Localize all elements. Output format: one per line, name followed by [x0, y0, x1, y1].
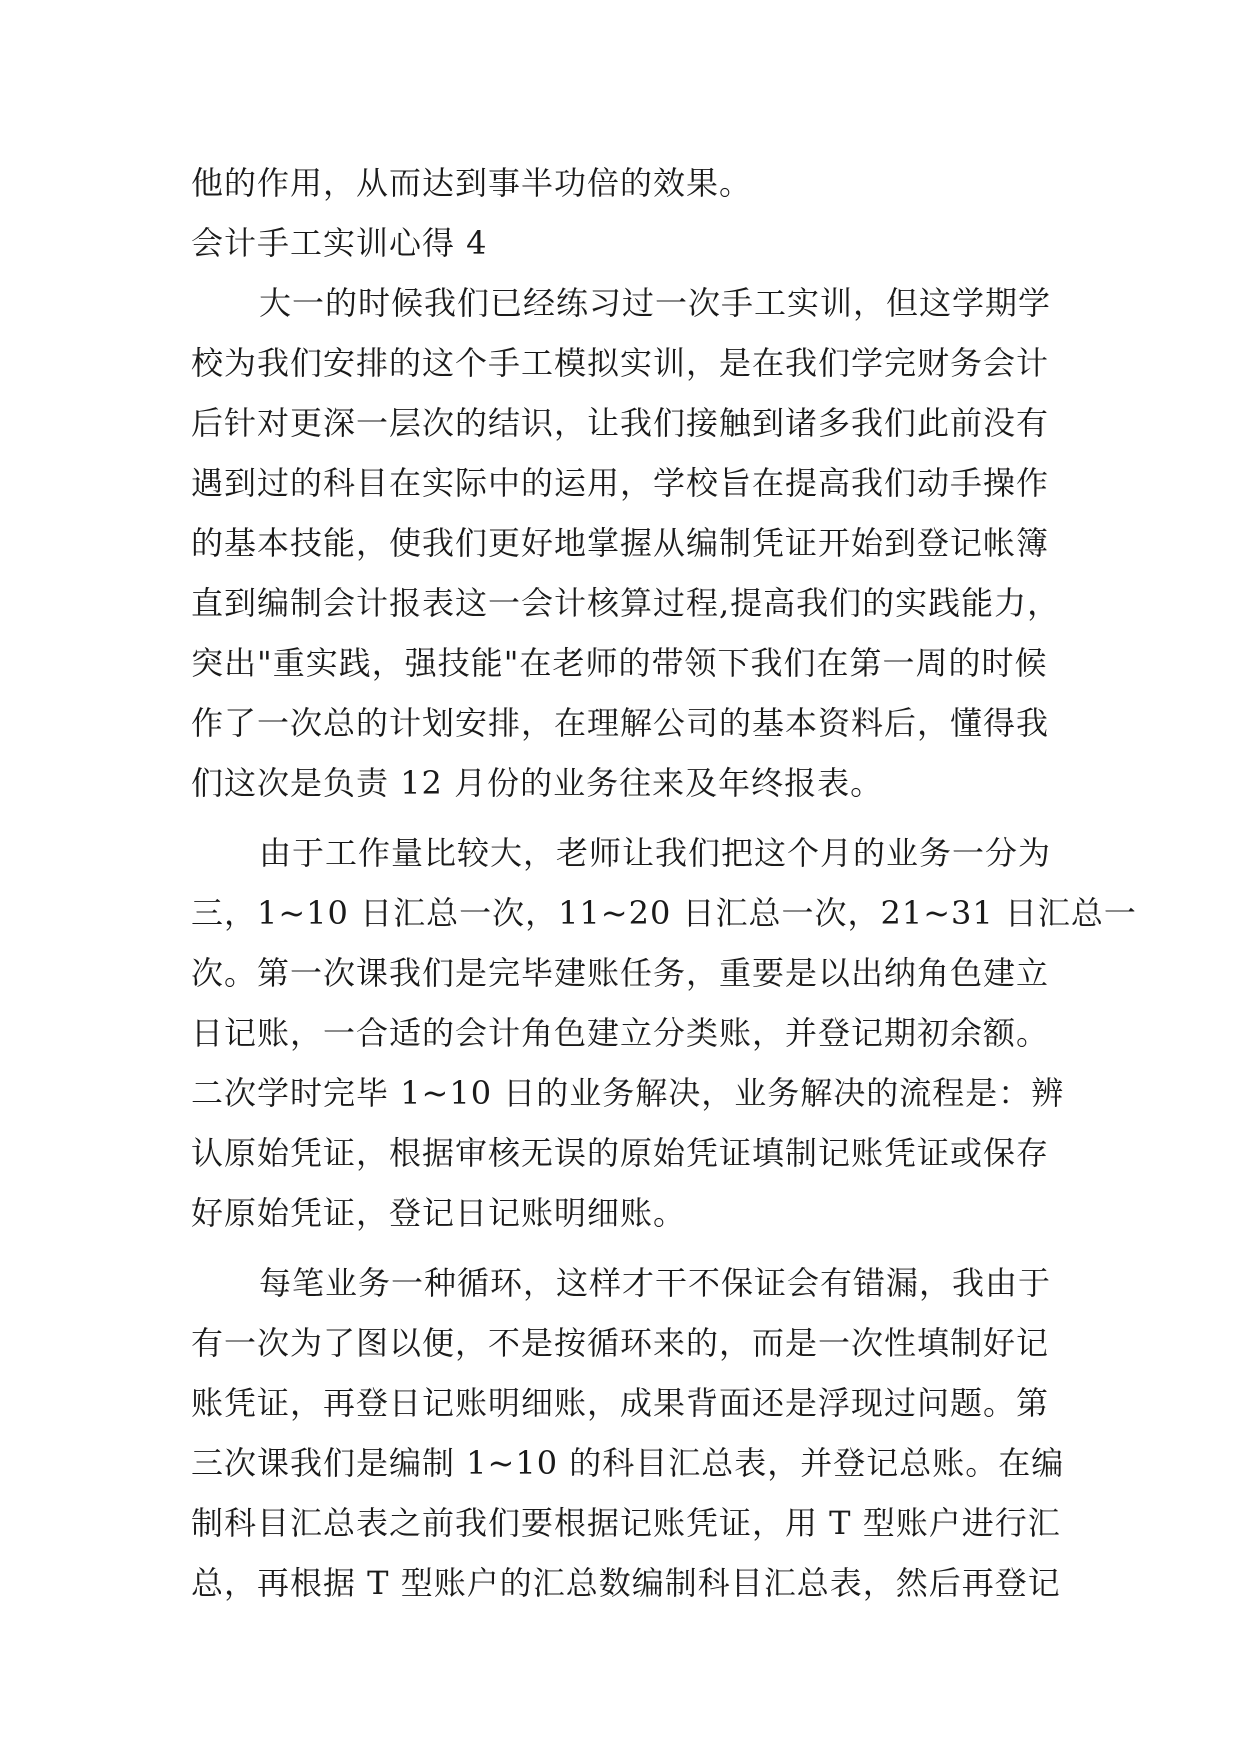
text-line: 总，再根据 T 型账户的汇总数编制科目汇总表，然后再登记: [191, 1564, 1061, 1602]
paragraph-first-line: 大一的时候我们已经练习过一次手工实训，但这学期学: [259, 284, 1052, 322]
text-line: 的基本技能，使我们更好地掌握从编制凭证开始到登记帐簿: [191, 524, 1050, 562]
text-line: 遇到过的科目在实际中的运用，学校旨在提高我们动手操作: [191, 464, 1050, 502]
text-line: 后针对更深一层次的结识，让我们接触到诸多我们此前没有: [191, 404, 1050, 442]
text-line: 日记账，一合适的会计角色建立分类账，并登记期初余额。: [191, 1014, 1050, 1052]
text-line: 他的作用，从而达到事半功倍的效果。: [191, 164, 753, 202]
text-line: 制科目汇总表之前我们要根据记账凭证，用 T 型账户进行汇: [191, 1504, 1061, 1542]
section-heading: 会计手工实训心得 4: [191, 224, 488, 262]
text-line: 三次课我们是编制 1~10 的科目汇总表，并登记总账。在编: [191, 1444, 1065, 1482]
text-line: 作了一次总的计划安排，在理解公司的基本资料后，懂得我: [191, 704, 1050, 742]
document-body: [191, 153, 1137, 1613]
text-line: 账凭证，再登日记账明细账，成果背面还是浮现过问题。第: [191, 1384, 1050, 1422]
text-line: 校为我们安排的这个手工模拟实训，是在我们学完财务会计: [191, 344, 1050, 382]
text-line: 认原始凭证，根据审核无误的原始凭证填制记账凭证或保存: [191, 1134, 1050, 1172]
text-line: 有一次为了图以便，不是按循环来的，而是一次性填制好记: [191, 1324, 1050, 1362]
text-line: 好原始凭证，登记日记账明细账。: [191, 1194, 687, 1232]
text-line: 二次学时完毕 1~10 日的业务解决，业务解决的流程是：辨: [191, 1074, 1065, 1112]
text-line: 次。第一次课我们是完毕建账任务，重要是以出纳角色建立: [191, 954, 1050, 992]
text-line: 突出"重实践，强技能"在老师的带领下我们在第一周的时候: [191, 644, 1048, 682]
text-line: 三，1~10 日汇总一次，11~20 日汇总一次，21~31 日汇总一: [191, 894, 1137, 932]
paragraph-first-line: 由于工作量比较大，老师让我们把这个月的业务一分为: [259, 834, 1052, 872]
paragraph-first-line: 每笔业务一种循环，这样才干不保证会有错漏，我由于: [259, 1264, 1052, 1302]
text-line: 直到编制会计报表这一会计核算过程,提高我们的实践能力，: [191, 584, 1061, 622]
text-line: 们这次是负责 12 月份的业务往来及年终报表。: [191, 764, 884, 802]
